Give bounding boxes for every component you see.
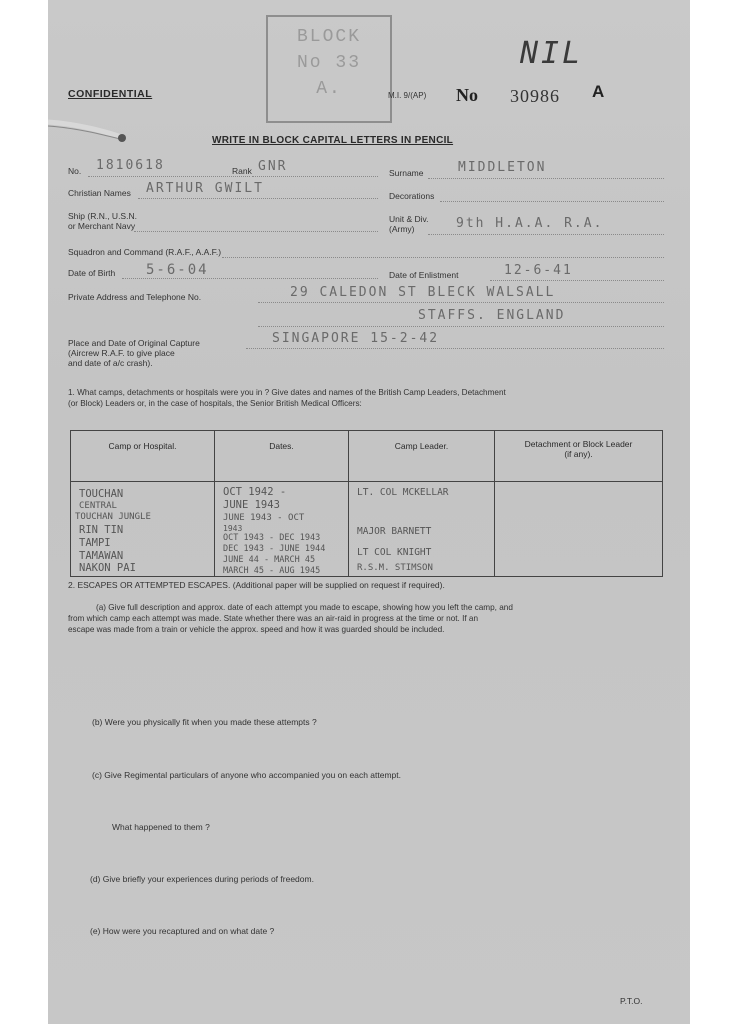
surname-value: MIDDLETON bbox=[458, 160, 547, 175]
col-dates-header: Dates. bbox=[215, 431, 349, 482]
camp-name: NAKON PAI bbox=[79, 562, 136, 574]
camp-leader bbox=[349, 499, 494, 512]
service-no-value: 1810618 bbox=[96, 158, 165, 173]
col-camp-header: Camp or Hospital. bbox=[71, 431, 215, 482]
q1-text-line-1: 1. What camps, detachments or hospitals were you in ? Give dates and names of the British Camp Leaders, Detachment bbox=[68, 388, 506, 397]
camp-dates: DEC 1943 - JUNE 1944 bbox=[223, 544, 326, 554]
camp-leader bbox=[349, 512, 494, 525]
q2c-followup: What happened to them ? bbox=[112, 822, 210, 832]
camp-name: RIN TIN bbox=[79, 524, 124, 536]
number-label: No bbox=[456, 85, 478, 105]
enlistment-date-label: Date of Enlistment bbox=[389, 270, 459, 280]
col-leader-header: Camp Leader. bbox=[349, 431, 495, 482]
q2a-line-3: escape was made from a train or vehicle the approx. speed and how it was guarded should be included. bbox=[68, 625, 445, 634]
address-line-1: 29 CALEDON ST BLECK WALSALL bbox=[290, 285, 556, 300]
dates-cell bbox=[215, 482, 349, 577]
q2d-text: (d) Give briefly your experiences during periods of freedom. bbox=[90, 874, 314, 884]
camp-dates: JUNE 1943 bbox=[223, 499, 280, 511]
q2b-text: (b) Were you physically fit when you made these attempts ? bbox=[92, 717, 317, 727]
unit-value: 9th H.A.A. R.A. bbox=[456, 216, 604, 231]
christian-names-label: Christian Names bbox=[68, 188, 131, 198]
camps-table-header bbox=[71, 431, 663, 482]
surname-label: Surname bbox=[389, 168, 424, 178]
confidential-label: CONFIDENTIAL bbox=[68, 88, 153, 100]
q1-text-line-2: (or Block) Leaders or, in the case of hospitals, the Senior British Medical Officers: bbox=[68, 399, 362, 408]
camp-leader: R.S.M. STIMSON bbox=[357, 563, 433, 573]
stamp-line-3: A. bbox=[316, 79, 342, 99]
q2e-text: (e) How were you recaptured and on what date ? bbox=[90, 926, 275, 936]
enlistment-date-value: 12-6-41 bbox=[504, 263, 573, 278]
unit-label-1: Unit & Div. bbox=[389, 214, 429, 224]
leaders-cell bbox=[349, 482, 495, 577]
camp-name: TOUCHAN bbox=[79, 488, 124, 500]
camp-leader: MAJOR BARNETT bbox=[357, 526, 432, 537]
capture-label-2: (Aircrew R.A.F. to give place bbox=[68, 348, 175, 358]
q2a-line-2: from which camp each attempt was made. State whether there was an air-raid in progress at the time or not. If an bbox=[68, 614, 479, 623]
camp-dates: MARCH 45 - AUG 1945 bbox=[223, 566, 321, 576]
camp-dates: OCT 1942 - bbox=[223, 486, 287, 498]
block-capitals-instruction: WRITE IN BLOCK CAPITAL LETTERS IN PENCIL bbox=[212, 135, 454, 146]
col-detachment-header: Detachment or Block Leader (if any). bbox=[495, 431, 663, 482]
camp-name: TAMAWAN bbox=[79, 550, 124, 562]
capture-value: SINGAPORE 15-2-42 bbox=[272, 331, 440, 346]
rank-label: Rank bbox=[232, 166, 252, 176]
q2-title: 2. ESCAPES OR ATTEMPTED ESCAPES. (Additional paper will be supplied on request if required). bbox=[68, 580, 445, 590]
service-no-label: No. bbox=[68, 166, 82, 176]
date-of-birth-label: Date of Birth bbox=[68, 268, 116, 278]
decorations-label: Decorations bbox=[389, 191, 435, 201]
date-of-birth-value: 5-6-04 bbox=[146, 262, 209, 278]
camps-table bbox=[70, 430, 663, 577]
camp-dates: OCT 1943 - DEC 1943 bbox=[223, 533, 321, 543]
binder-string bbox=[48, 116, 128, 142]
ship-label-1: Ship (R.N., U.S.N. bbox=[68, 211, 137, 221]
number-suffix: A bbox=[592, 82, 605, 101]
q2a-line-1: (a) Give full description and approx. date of each attempt you made to escape, showing how you left the camp, and bbox=[96, 603, 513, 612]
rank-value: GNR bbox=[258, 159, 288, 174]
christian-names-value: ARTHUR GWILT bbox=[146, 181, 264, 196]
address-label: Private Address and Telephone No. bbox=[68, 292, 202, 302]
capture-label-3: and date of a/c crash). bbox=[68, 358, 153, 368]
stamp-line-1: BLOCK bbox=[296, 27, 361, 47]
camp-dates: JUNE 1943 - OCT bbox=[223, 513, 305, 523]
document-number: 30986 bbox=[510, 86, 560, 106]
capture-label-1: Place and Date of Original Capture bbox=[68, 338, 200, 348]
pto-label: P.T.O. bbox=[620, 996, 643, 1006]
camp-name: TOUCHAN JUNGLE bbox=[75, 512, 151, 522]
camp-name: TAMPI bbox=[79, 537, 111, 549]
camps-table-body bbox=[71, 482, 663, 577]
camp-leader: LT. COL MCKELLAR bbox=[357, 487, 449, 498]
ship-label-2: or Merchant Navy bbox=[68, 221, 136, 231]
camp-leader: LT COL KNIGHT bbox=[357, 547, 432, 558]
block-stamp bbox=[266, 15, 392, 123]
stamp-line-2: No 33 bbox=[296, 53, 361, 73]
q2c-text: (c) Give Regimental particulars of anyone who accompanied you on each attempt. bbox=[92, 770, 401, 780]
camp-leader bbox=[349, 538, 494, 546]
camp-dates: 1943 bbox=[223, 524, 243, 533]
detachment-cell bbox=[495, 482, 663, 577]
camp-dates: JUNE 44 - MARCH 45 bbox=[223, 555, 316, 565]
unit-label-2: (Army) bbox=[389, 224, 415, 234]
address-line-2: STAFFS. ENGLAND bbox=[418, 308, 566, 323]
camps-cell bbox=[71, 482, 215, 577]
camp-name: CENTRAL bbox=[79, 501, 117, 511]
mi-reference: M.I. 9/(AP) bbox=[388, 91, 427, 100]
squadron-label: Squadron and Command (R.A.F., A.A.F.) bbox=[68, 247, 222, 257]
handwritten-nil: NIL bbox=[520, 36, 584, 71]
